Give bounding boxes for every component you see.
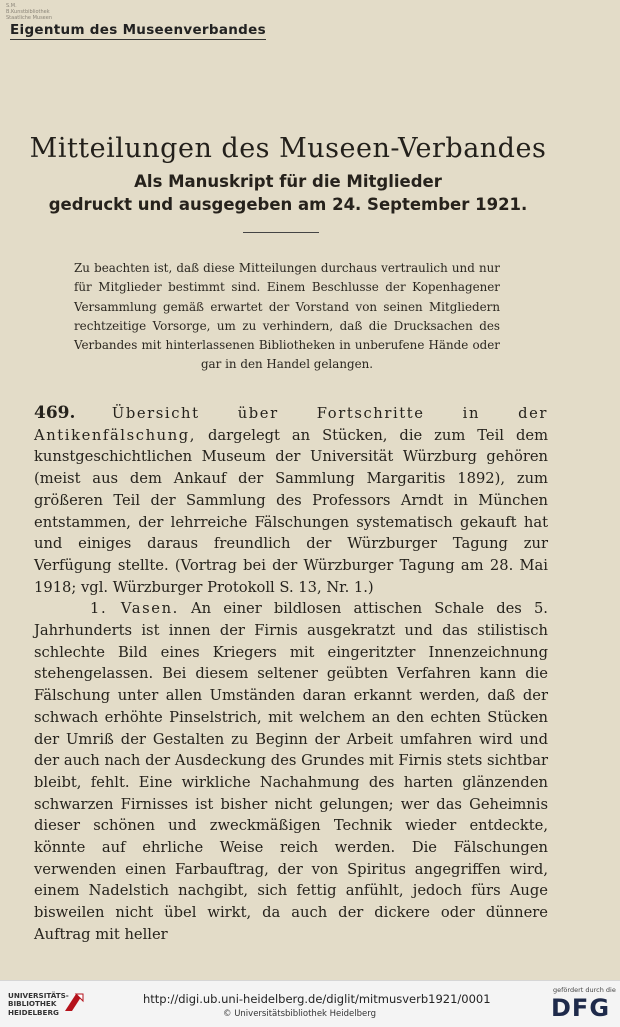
logo-line-1: UNIVERSITÄTS- [8,991,69,1000]
confidentiality-notice: Zu beachten ist, daß diese Mitteilungen durchaus vertraulich und nur für Mitglieder bestimmt sind. Einem Beschlusse der Kopenhagener Versammlung gemäß erwartet der Vorstand von seinen Mitgliedern rechtzeitige Vorsorge, um zu verhindern, daß die Drucksachen des Verbandes mit hinterlassenen Bibliotheken in unberufene Hände oder gar in den Handel gelangen. [74,261,500,372]
divider [243,232,319,233]
page-title: Mitteilungen des Museen-Verbandes [29,133,547,164]
stamp-line-1: S.M. [6,3,17,9]
article-intro-paragraph [34,403,548,598]
owner-label: Eigentum des Museenverbandes [10,22,266,38]
subtitle-line-1: Als Manuskript für die Mitglieder [134,172,442,191]
viewer-footer [0,980,620,1027]
article-section-paragraph [34,598,548,945]
logo-line-3: HEIDELBERG [8,1007,59,1017]
dfg-logo[interactable]: DFG [551,994,611,1022]
funded-by-label: gefördert durch die [553,986,616,994]
article-intro: dargelegt an Stücken, die zum Teil dem kunstgeschichtlichen Museum der Universität Würzburg gehören (meist aus dem Ankauf der Sammlung Margaritis 1892), zum größeren Teil der Sammlung des Professors Arndt in München entstammen, der lehrreiche Fälschungen systematisch gekauft hat und einiges daraus freundlich der Würzburger Tagung zur Verfügung stellte. (Vortrag bei der Würzburger Tagung am 28. Mai 1918; vgl. Würzburger Protokoll S. 13, Nr. 1.) [34,426,548,596]
article-heading: Übersicht über Fortschritte in der Antikenfälschung, [34,405,549,444]
library-stamp [6,3,52,21]
stamp-line-2: B.Kunstbibliothek [6,9,50,15]
section-label: 1. Vasen. [90,600,179,618]
subtitle-line-2: gedruckt und ausgegeben am 24. September 1921. [48,195,528,214]
logo-line-2: BIBLIOTHEK [8,999,57,1009]
copyright-text: © Universitätsbibliothek Heidelberg [223,1009,377,1019]
section-text: An einer bildlosen attischen Schale des 5. Jahrhunderts ist innen der Firnis ausgekratzt und das stilistisch schlechte Bild eines Kriegers mit eingeritzter Innenzeichnung stehengelassen. Bei diesem seltener geübten Verfahren kann die Fälschung unter allen Umständen daran erkannt werden, daß der schwach erhöhte Pinselstrich, mit welchem an den echten Stücken der Umriß der Gestalten zu Beginn der Arbeit umfahren wird und der auch nach der Ausdeckung des Grundes mit Firnis stets sichtbar bleibt, fehlt. Eine wirkliche Nachahmung des harten glänzenden schwarzen Firnisses ist bisher nicht gelungen; wer das Geheimnis dieser schönen und zweckmäßigen Technik wieder entdeckte, könnte auf ehrliche Weise reich werden. Die Fälschungen verwenden einen Farbauftrag, der von Spiritus angegriffen wird, einem Nadelstich nachgibt, sich fettig anfühlt, jedoch fürs Auge bisweilen nicht übel wirkt, da auch der dickere oder dünnere Auftrag mit heller [34,600,548,943]
article-body [34,403,548,946]
article-number: 469. [34,403,76,423]
permalink-url[interactable]: http://digi.ub.uni-heidelberg.de/diglit/mitmusverb1921/0001 [143,992,491,1006]
stamp-line-3: Staatliche Museen [6,15,52,21]
ub-heidelberg-logo[interactable] [8,992,69,1017]
ub-logo-icon [62,990,86,1014]
